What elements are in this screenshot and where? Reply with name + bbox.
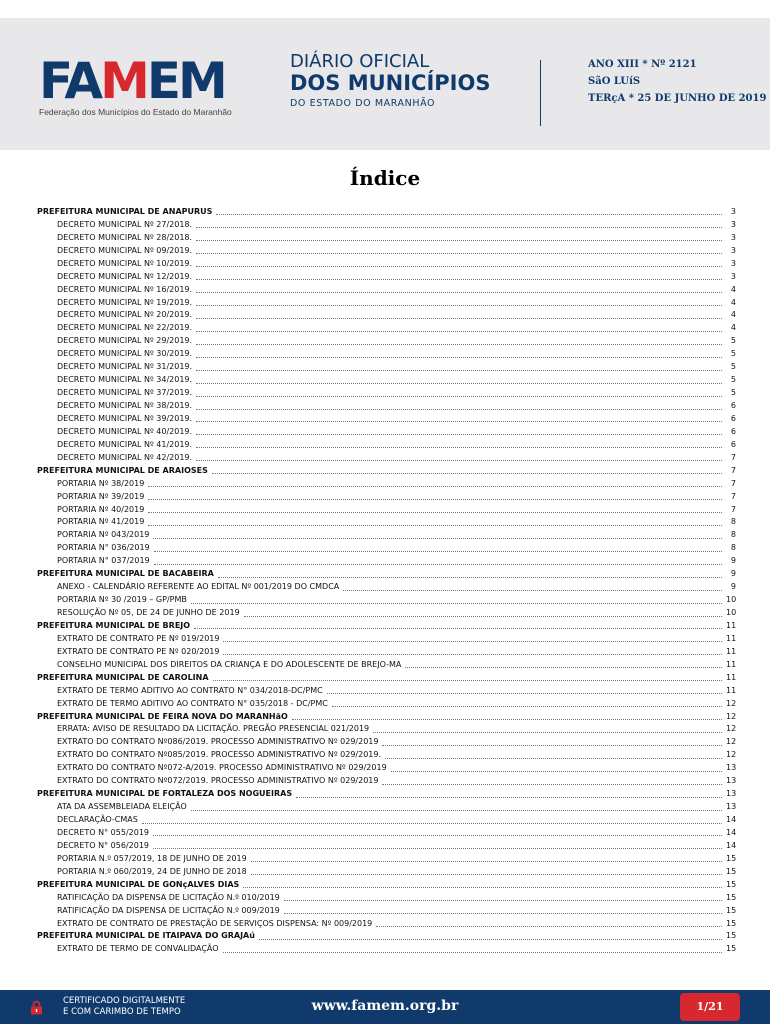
toc-page-number: 4 — [730, 323, 736, 333]
toc-entry[interactable] — [37, 309, 736, 322]
toc-entry[interactable] — [37, 516, 736, 529]
dot-leader — [196, 259, 722, 267]
toc-page-number: 9 — [730, 582, 736, 592]
dot-leader — [196, 402, 722, 410]
toc-page-number: 14 — [726, 827, 737, 837]
toc-entry[interactable] — [37, 451, 736, 464]
toc-entry[interactable] — [37, 645, 736, 658]
toc-label: EXTRATO DO CONTRATO Nº086/2019. PROCESSO ADMINISTRATIVO Nº 029/2019 — [57, 737, 379, 747]
toc-page-number: 12 — [726, 750, 737, 760]
toc-section[interactable] — [37, 619, 736, 632]
dot-leader — [196, 350, 722, 358]
toc-page-number: 11 — [726, 646, 737, 656]
toc-entry[interactable] — [37, 270, 736, 283]
toc-entry[interactable] — [37, 942, 736, 955]
toc-label: PORTARIA N° 037/2019 — [57, 556, 150, 566]
toc-page-number: 6 — [730, 413, 736, 423]
toc-label: PORTARIA Nº 38/2019 — [57, 478, 145, 488]
dot-leader — [196, 285, 722, 293]
toc-section[interactable] — [37, 710, 736, 723]
toc-label: PORTARIA N.º 057/2019, 18 DE JUNHO DE 2019 — [57, 853, 247, 863]
toc-label: DECRETO MUNICIPAL Nº 12/2019. — [57, 271, 193, 281]
toc-label: DECRETO MUNICIPAL Nº 39/2019. — [57, 413, 193, 423]
toc-entry[interactable] — [37, 490, 736, 503]
toc-entry[interactable] — [37, 503, 736, 516]
toc-page-number: 5 — [730, 388, 736, 398]
toc-entry[interactable] — [37, 386, 736, 399]
toc-page-number: 13 — [726, 802, 737, 812]
dot-leader — [382, 738, 722, 746]
dot-leader — [196, 233, 722, 241]
toc-label: DECRETO MUNICIPAL Nº 42/2019. — [57, 452, 193, 462]
toc-page-number: 4 — [730, 297, 736, 307]
toc-entry[interactable] — [37, 593, 736, 606]
toc-page-number: 11 — [726, 620, 737, 630]
toc-page-number: 13 — [726, 789, 737, 799]
dot-leader — [376, 919, 722, 927]
toc-label: DECRETO MUNICIPAL Nº 34/2019. — [57, 375, 193, 385]
toc-page-number: 11 — [726, 685, 737, 695]
toc-page-number: 3 — [730, 245, 736, 255]
edition-city: SãO LUíS — [588, 76, 641, 87]
logo-fa: FA — [39, 52, 101, 110]
toc-page-number: 7 — [730, 491, 736, 501]
toc-page-number: 15 — [726, 866, 737, 876]
dot-leader — [196, 272, 722, 280]
dot-leader — [218, 570, 722, 578]
toc-label: EXTRATO DE CONTRATO DE PRESTAÇÃO DE SERVIÇOS DISPENSA: Nº 009/2019 — [57, 918, 373, 928]
table-of-contents — [37, 205, 736, 955]
toc-entry[interactable] — [37, 438, 736, 451]
dot-leader — [194, 621, 722, 629]
dot-leader — [196, 220, 722, 228]
toc-label: DECRETO MUNICIPAL Nº 31/2019. — [57, 362, 193, 372]
toc-entry[interactable] — [37, 399, 736, 412]
toc-section[interactable] — [37, 205, 736, 218]
toc-label: DECRETO MUNICIPAL Nº 10/2019. — [57, 258, 193, 268]
logo-m: M — [100, 52, 147, 110]
dot-leader — [213, 673, 722, 681]
toc-entry[interactable] — [37, 748, 736, 761]
toc-page-number: 15 — [726, 892, 737, 902]
toc-entry[interactable] — [37, 231, 736, 244]
page-title: Índice — [349, 166, 421, 190]
dot-leader — [196, 453, 722, 461]
toc-label: PREFEITURA MUNICIPAL DE BREJO — [37, 620, 191, 630]
toc-label: PREFEITURA MUNICIPAL DE GONçALVES DIAS — [37, 879, 240, 889]
toc-entry[interactable] — [37, 774, 736, 787]
toc-page-number: 15 — [726, 918, 737, 928]
famem-logo — [39, 52, 232, 117]
toc-entry[interactable] — [37, 826, 736, 839]
dot-leader — [382, 777, 722, 785]
cert-line2: E COM CARIMBO DE TEMPO — [63, 1006, 181, 1017]
dot-leader — [296, 790, 722, 798]
toc-entry[interactable] — [37, 334, 736, 347]
toc-entry[interactable] — [37, 904, 736, 917]
toc-entry[interactable] — [37, 244, 736, 257]
dot-leader — [292, 712, 722, 720]
toc-label: EXTRATO DE CONTRATO PE Nº 020/2019 — [57, 646, 220, 656]
toc-entry[interactable] — [37, 554, 736, 567]
dot-leader — [223, 634, 722, 642]
dot-leader — [154, 557, 722, 565]
toc-entry[interactable] — [37, 697, 736, 710]
toc-entry[interactable] — [37, 347, 736, 360]
toc-page-number: 15 — [726, 853, 737, 863]
toc-section[interactable] — [37, 671, 736, 684]
toc-label: EXTRATO DE TERMO DE CONVALIDAÇÃO — [57, 944, 219, 954]
toc-label: EXTRATO DO CONTRATO Nº072-A/2019. PROCESSO ADMINISTRATIVO Nº 029/2019 — [57, 763, 387, 773]
toc-page-number: 9 — [730, 569, 736, 579]
toc-page-number: 5 — [730, 362, 736, 372]
toc-entry[interactable] — [37, 658, 736, 671]
toc-label: DECRETO MUNICIPAL Nº 41/2019. — [57, 439, 193, 449]
toc-entry[interactable] — [37, 761, 736, 774]
toc-page-number: 4 — [730, 284, 736, 294]
toc-label: PORTARIA Nº 40/2019 — [57, 504, 145, 514]
toc-label: CONSELHO MUNICIPAL DOS DIREITOS DA CRIANÇA E DO ADOLESCENTE DE BREJO-MA — [57, 659, 402, 669]
toc-label: RATIFICAÇÃO DA DISPENSA DE LICITAÇÃO N.º 009/2019 — [57, 905, 280, 915]
toc-label: EXTRATO DE CONTRATO PE Nº 019/2019 — [57, 633, 220, 643]
page-indicator — [680, 993, 740, 1021]
logo-em: EM — [146, 52, 225, 110]
toc-section[interactable] — [37, 878, 736, 891]
dot-leader — [284, 906, 722, 914]
toc-label: ERRATA: AVISO DE RESULTADO DA LICITAÇÃO. PREGÃO PRESENCIAL 021/2019 — [57, 724, 370, 734]
toc-page-number: 14 — [726, 840, 737, 850]
toc-entry[interactable] — [37, 813, 736, 826]
dot-leader — [196, 389, 722, 397]
toc-section[interactable] — [37, 930, 736, 943]
masthead — [0, 18, 770, 150]
toc-entry[interactable] — [37, 373, 736, 386]
toc-page-number: 3 — [730, 232, 736, 242]
toc-label: DECRETO MUNICIPAL Nº 28/2018. — [57, 232, 193, 242]
toc-entry[interactable] — [37, 528, 736, 541]
toc-section[interactable] — [37, 567, 736, 580]
publication-name — [290, 52, 490, 109]
toc-label: PREFEITURA MUNICIPAL DE ITAIPAVA DO GRAJAú — [37, 931, 255, 941]
toc-page-number: 8 — [730, 543, 736, 553]
toc-page-number: 3 — [730, 271, 736, 281]
logo-subtitle: Federação dos Municípios do Estado do Maranhão — [39, 107, 232, 117]
toc-label: PREFEITURA MUNICIPAL DE ARAIOSES — [37, 465, 208, 475]
dot-leader — [196, 324, 722, 332]
toc-page-number: 6 — [730, 426, 736, 436]
dot-leader — [196, 427, 722, 435]
dot-leader — [405, 660, 722, 668]
toc-label: PORTARIA Nº 043/2019 — [57, 530, 150, 540]
website-link[interactable]: www.famem.org.br — [311, 998, 459, 1014]
dot-leader — [373, 725, 722, 733]
toc-entry[interactable] — [37, 852, 736, 865]
toc-label: DECRETO MUNICIPAL Nº 29/2019. — [57, 336, 193, 346]
dot-leader — [196, 414, 722, 422]
toc-label: DECRETO MUNICIPAL Nº 19/2019. — [57, 297, 193, 307]
toc-label: PREFEITURA MUNICIPAL DE ANAPURUS — [37, 206, 213, 216]
toc-entry[interactable] — [37, 632, 736, 645]
dot-leader — [244, 609, 722, 617]
dot-leader — [191, 803, 722, 811]
dot-leader — [148, 492, 722, 500]
toc-label: PORTARIA Nº 39/2019 — [57, 491, 145, 501]
dot-leader — [196, 337, 722, 345]
toc-label: DECRETO MUNICIPAL Nº 40/2019. — [57, 426, 193, 436]
dot-leader — [196, 311, 722, 319]
toc-entry[interactable] — [37, 218, 736, 231]
dot-leader — [385, 751, 722, 759]
dot-leader — [148, 505, 722, 513]
toc-label: ANEXO - CALENDÁRIO REFERENTE AO EDITAL Nº 001/2019 DO CMDCA — [57, 582, 340, 592]
toc-section[interactable] — [37, 787, 736, 800]
toc-page-number: 13 — [726, 763, 737, 773]
dot-leader — [332, 699, 722, 707]
diario-line2: DOS MUNICÍPIOS — [290, 71, 491, 95]
toc-page-number: 10 — [726, 608, 737, 618]
dot-leader — [191, 596, 722, 604]
page-number: 1/21 — [696, 1000, 724, 1013]
dot-leader — [196, 376, 722, 384]
toc-page-number: 9 — [730, 556, 736, 566]
toc-page-number: 12 — [726, 711, 737, 721]
toc-entry[interactable] — [37, 723, 736, 736]
toc-label: PORTARIA Nº 30 /2019 – GP/PMB — [57, 595, 187, 605]
logo-wordmark — [39, 52, 232, 110]
toc-page-number: 7 — [730, 478, 736, 488]
toc-page-number: 3 — [730, 219, 736, 229]
toc-label: EXTRATO DE TERMO ADITIVO AO CONTRATO N° 035/2018 - DC/PMC — [57, 698, 328, 708]
toc-page-number: 5 — [730, 375, 736, 385]
dot-leader — [327, 686, 722, 694]
toc-entry[interactable] — [37, 606, 736, 619]
dot-leader — [154, 544, 722, 552]
toc-label: DECRETO N° 056/2019 — [57, 840, 149, 850]
toc-label: PORTARIA N° 036/2019 — [57, 543, 150, 553]
toc-page-number: 14 — [726, 815, 737, 825]
toc-entry[interactable] — [37, 283, 736, 296]
toc-label: DECLARAÇÃO-CMAS — [57, 815, 138, 825]
edition-number: ANO XIII * Nº 2121 — [588, 59, 697, 70]
diario-line1: DIÁRIO OFICIAL — [290, 51, 430, 72]
toc-section[interactable] — [37, 464, 736, 477]
toc-entry[interactable] — [37, 425, 736, 438]
toc-label: PREFEITURA MUNICIPAL DE CAROLINA — [37, 672, 209, 682]
toc-label: EXTRATO DO CONTRATO Nº085/2019. PROCESSO ADMINISTRATIVO Nº 029/2019. — [57, 750, 382, 760]
dot-leader — [343, 583, 722, 591]
toc-label: DECRETO MUNICIPAL Nº 30/2019. — [57, 349, 193, 359]
cert-line1: CERTIFICADO DIGITALMENTE — [63, 996, 186, 1006]
toc-page-number: 15 — [726, 905, 737, 915]
toc-label: DECRETO MUNICIPAL Nº 09/2019. — [57, 245, 193, 255]
toc-entry[interactable] — [37, 360, 736, 373]
toc-entry[interactable] — [37, 412, 736, 425]
toc-page-number: 15 — [726, 944, 737, 954]
edition-info — [588, 56, 766, 107]
toc-label: RATIFICAÇÃO DA DISPENSA DE LICITAÇÃO N.º 010/2019 — [57, 892, 280, 902]
dot-leader — [196, 298, 722, 306]
toc-page-number: 6 — [730, 401, 736, 411]
toc-page-number: 13 — [726, 776, 737, 786]
toc-page-number: 4 — [730, 310, 736, 320]
toc-label: DECRETO MUNICIPAL Nº 27/2018. — [57, 219, 193, 229]
toc-label: DECRETO MUNICIPAL Nº 22/2019. — [57, 323, 193, 333]
dot-leader — [223, 945, 722, 953]
toc-label: ATA DA ASSEMBLEIADA ELEIÇÃO — [57, 802, 187, 812]
toc-label: DECRETO MUNICIPAL Nº 38/2019. — [57, 401, 193, 411]
toc-entry[interactable] — [37, 296, 736, 309]
toc-page-number: 7 — [730, 504, 736, 514]
toc-entry[interactable] — [37, 735, 736, 748]
toc-page-number: 12 — [726, 737, 737, 747]
toc-label: DECRETO MUNICIPAL Nº 16/2019. — [57, 284, 193, 294]
toc-label: DECRETO MUNICIPAL Nº 20/2019. — [57, 310, 193, 320]
toc-entry[interactable] — [37, 257, 736, 270]
toc-page-number: 6 — [730, 439, 736, 449]
footer-bar — [0, 990, 770, 1024]
toc-page-number: 12 — [726, 724, 737, 734]
dot-leader — [391, 764, 722, 772]
toc-page-number: 10 — [726, 595, 737, 605]
toc-entry[interactable] — [37, 839, 736, 852]
dot-leader — [196, 363, 722, 371]
toc-page-number: 3 — [730, 206, 736, 216]
dot-leader — [259, 932, 722, 940]
dot-leader — [153, 841, 722, 849]
toc-page-number: 8 — [730, 530, 736, 540]
toc-page-number: 11 — [726, 633, 737, 643]
toc-entry[interactable] — [37, 865, 736, 878]
toc-label: RESOLUÇÃO Nº 05, DE 24 DE JUNHO DE 2019 — [57, 608, 240, 618]
dot-leader — [148, 518, 722, 526]
dot-leader — [251, 854, 722, 862]
dot-leader — [223, 647, 722, 655]
toc-label: PREFEITURA MUNICIPAL DE FEIRA NOVA DO MARANHãO — [37, 711, 288, 721]
toc-page-number: 11 — [726, 672, 737, 682]
toc-entry[interactable] — [37, 541, 736, 554]
toc-label: DECRETO MUNICIPAL Nº 37/2019. — [57, 388, 193, 398]
toc-label: PORTARIA Nº 41/2019 — [57, 517, 145, 527]
toc-label: PREFEITURA MUNICIPAL DE BACABEIRA — [37, 569, 214, 579]
diario-line3: DO ESTADO DO MARANHÃO — [290, 98, 436, 109]
toc-page-number: 15 — [726, 931, 737, 941]
toc-entry[interactable] — [37, 917, 736, 930]
toc-page-number: 7 — [730, 452, 736, 462]
toc-page-number: 12 — [726, 698, 737, 708]
dot-leader — [196, 440, 722, 448]
dot-leader — [212, 466, 722, 474]
toc-label: DECRETO N° 055/2019 — [57, 827, 149, 837]
toc-entry[interactable] — [37, 321, 736, 334]
toc-label: EXTRATO DO CONTRATO Nº072/2019. PROCESSO ADMINISTRATIVO Nº 029/2019 — [57, 776, 379, 786]
dot-leader — [251, 867, 722, 875]
toc-entry[interactable] — [37, 580, 736, 593]
toc-entry[interactable] — [37, 891, 736, 904]
header-divider — [540, 60, 541, 126]
toc-label: EXTRATO DE TERMO ADITIVO AO CONTRATO N° 034/2018-DC/PMC — [57, 685, 323, 695]
dot-leader — [153, 531, 722, 539]
toc-page-number: 15 — [726, 879, 737, 889]
toc-page-number: 11 — [726, 659, 737, 669]
dot-leader — [142, 816, 722, 824]
dot-leader — [196, 246, 722, 254]
toc-entry[interactable] — [37, 684, 736, 697]
dot-leader — [284, 893, 722, 901]
toc-page-number: 8 — [730, 517, 736, 527]
toc-page-number: 7 — [730, 465, 736, 475]
dot-leader — [153, 828, 722, 836]
toc-page-number: 5 — [730, 349, 736, 359]
toc-page-number: 3 — [730, 258, 736, 268]
toc-entry[interactable] — [37, 477, 736, 490]
toc-entry[interactable] — [37, 800, 736, 813]
dot-leader — [243, 880, 722, 888]
toc-page-number: 5 — [730, 336, 736, 346]
dot-leader — [148, 479, 722, 487]
toc-label: PREFEITURA MUNICIPAL DE FORTALEZA DOS NOGUEIRAS — [37, 789, 293, 799]
edition-date: TERçA * 25 DE JUNHO DE 2019 — [588, 93, 767, 104]
toc-label: PORTARIA N.º 060/2019, 24 DE JUNHO DE 2018 — [57, 866, 247, 876]
dot-leader — [216, 207, 722, 215]
